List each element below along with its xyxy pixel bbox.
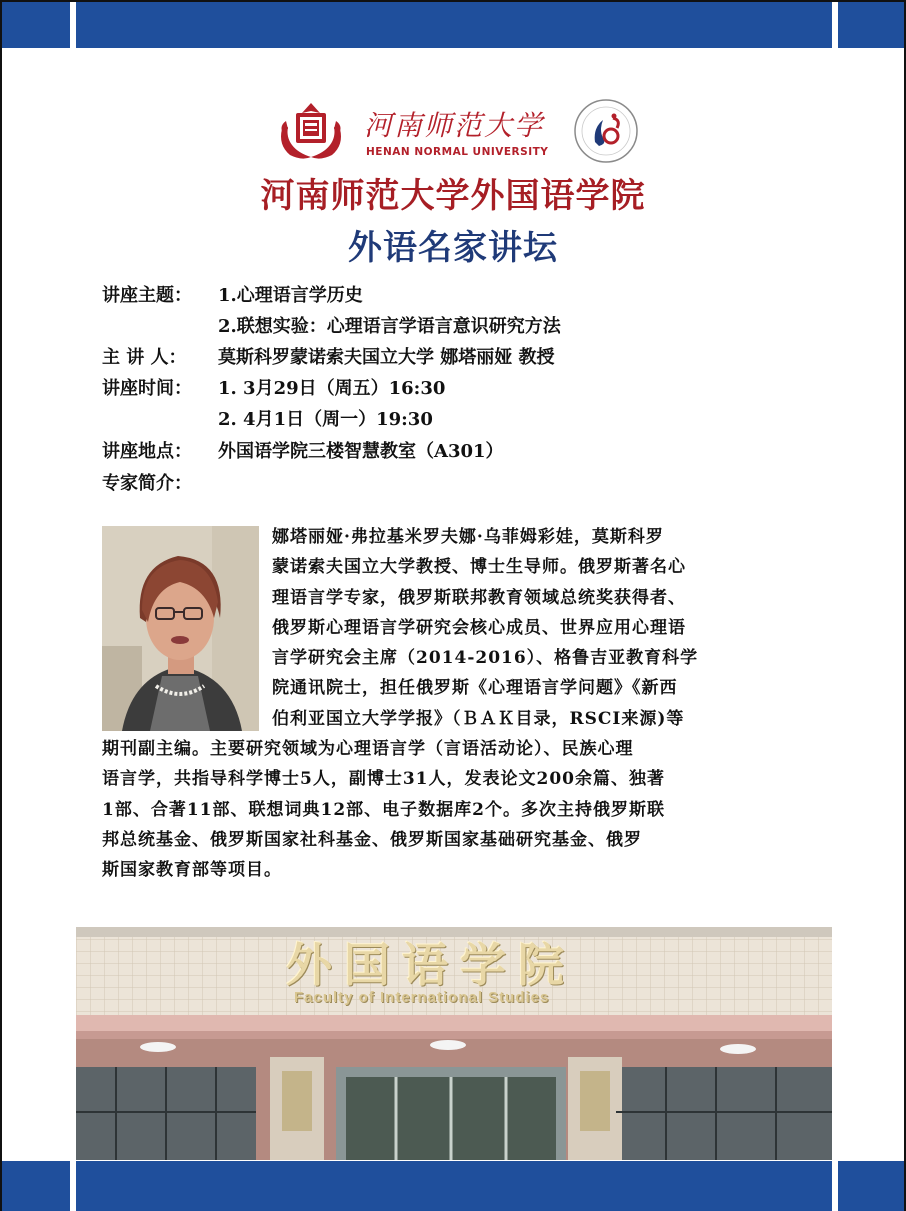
time-row: [102, 375, 802, 403]
topic-label: 讲座主题：: [102, 285, 192, 306]
bottom-band-gap-right: [832, 1161, 838, 1211]
building-photo: [76, 927, 832, 1160]
university-name-en: HENAN NORMAL UNIVERSITY: [366, 146, 549, 158]
bottom-band-gap-left: [70, 1161, 76, 1211]
bio-label: 专家简介：: [102, 473, 192, 494]
location-label: 讲座地点：: [102, 441, 192, 462]
bio-line: 邦总统基金、俄罗斯国家社科基金、俄罗斯国家基础研究基金、俄罗: [102, 829, 642, 850]
bio-line: 理语言学专家，俄罗斯联邦教育领域总统奖获得者、: [272, 587, 686, 608]
university-name-cn: 河南师范大学: [364, 109, 545, 142]
location-row: [102, 438, 802, 466]
page-title: 河南师范大学外国语学院: [260, 176, 646, 216]
bio-line: 伯利亚国立大学学报》（ＢＡＫ目录，RSCI来源)等: [272, 708, 685, 729]
bottom-band: [2, 1161, 904, 1211]
time-row-2: [102, 406, 802, 434]
bio-line: 言学研究会主席（2014-2016）、格鲁吉亚教育科学: [272, 648, 699, 669]
topic-row-2: [102, 313, 802, 341]
bio-full-text: [102, 734, 804, 885]
topic-2: 2.联想实验：心理语言学语言意识研究方法: [218, 316, 561, 337]
bio-line: 院通讯院士，担任俄罗斯《心理语言学问题》《新西: [272, 678, 678, 699]
page-subtitle: 外语名家讲坛: [348, 228, 558, 268]
speaker-label: 主 讲 人：: [102, 347, 187, 368]
time-1: 1. 3月29日（周五）16:30: [218, 378, 446, 399]
speaker-photo: [102, 526, 259, 731]
bio-line: 1部、合著11部、联想词典12部、电子数据库2个。多次主持俄罗斯联: [102, 799, 665, 820]
bio-line: 斯国家教育部等项目。: [102, 860, 282, 881]
bio-line: 语言学，共指导科学博士5人，副博士31人，发表论文200余篇、独著: [102, 769, 665, 790]
anniversary-emblem-logo: [573, 98, 639, 164]
bio-line: 俄罗斯心理语言学研究会核心成员、世界应用心理语: [272, 617, 686, 638]
speaker-value: 莫斯科罗蒙诺索夫国立大学 娜塔丽娅 教授: [218, 347, 555, 368]
time-label: 讲座时间：: [102, 378, 192, 399]
bio-heading-row: [102, 470, 802, 498]
building-sign-cn: 外国语学院: [286, 938, 576, 992]
speaker-row: [102, 344, 802, 372]
bio-side-text: [272, 522, 804, 734]
topic-row: [102, 282, 802, 310]
bio-line: 娜塔丽娅·弗拉基米罗夫娜·乌菲姆彩娃，莫斯科罗: [272, 527, 664, 547]
university-seal-logo: [276, 99, 346, 163]
top-band: [2, 2, 904, 48]
top-band-gap-right: [832, 2, 838, 48]
location-value: 外国语学院三楼智慧教室（A301）: [218, 441, 504, 462]
bio-line: 蒙诺索夫国立大学教授、博士生导师。俄罗斯著名心: [272, 557, 686, 578]
time-2: 2. 4月1日（周一）19:30: [218, 409, 433, 430]
building-sign-en: Faculty of International Studies: [294, 989, 550, 1006]
topic-1: 1.心理语言学历史: [218, 285, 363, 306]
top-band-gap-left: [70, 2, 76, 48]
bio-line: 期刊副主编。主要研究领域为心理语言学（言语活动论）、民族心理: [102, 739, 634, 759]
